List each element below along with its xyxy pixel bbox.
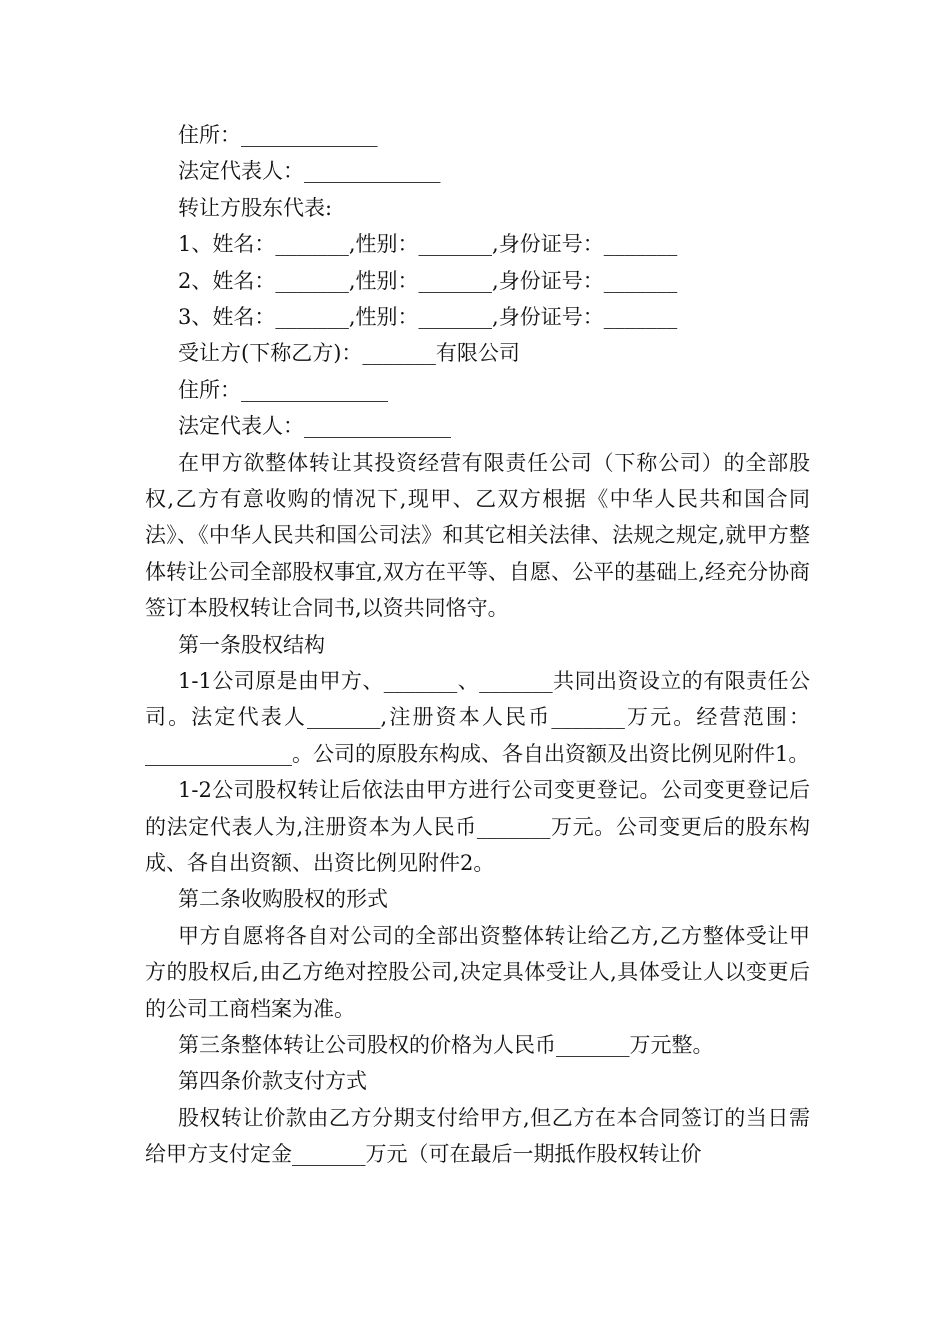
article-4-heading: 第四条价款支付方式 [178, 1069, 367, 1094]
transferor-shareholders-heading: 转让方股东代表: [178, 195, 333, 220]
clause-1-2-paragraph: 1-2公司股权转让后依法由甲方进行公司变更登记。公司变更登记后的法定代表人为,注册资本为人民币_______万元。公司变更后的股东构成、各自出资额、出资比例见附件2。 [145, 778, 810, 875]
article-1-heading: 第一条股权结构 [178, 632, 325, 657]
article-2-heading: 第二条收购股权的形式 [178, 887, 388, 912]
article-4-paragraph: 股权转让价款由乙方分期支付给甲方,但乙方在本合同签订的当日需给甲方支付定金_______万元（可在最后一期抵作股权转让价 [145, 1105, 810, 1167]
party-a-address-line: 住所：_____________ [178, 123, 378, 147]
clause-1-1-paragraph: 1-1公司原是由甲方、_______、_______共同出资设立的有限责任公司。法定代表人_______,注册资本人民币_______万元。经营范围：______________。公司的原股东构成、各自出资额及出资比例见附件1。 [145, 668, 810, 766]
transferee-line: 受让方(下称乙方)：_______有限公司 [178, 341, 520, 366]
preamble-paragraph: 在甲方欲整体转让其投资经营有限责任公司（下称公司）的全部股权,乙方有意收购的情况下,现甲、乙双方根据《中华人民共和国合同法》、《中华人民共和国公司法》和其它相关法律、法规之规定,就甲方整体转让公司全部股权事宜,双方在平等、自愿、公平的基础上,经充分协商签订本股权转让合同书,以资共同恪守。 [145, 450, 810, 621]
shareholder-3-line: 3、姓名：_______,性别：_______,身份证号：_______ [178, 304, 678, 329]
party-b-legal-rep-line: 法定代表人：______________ [178, 414, 451, 439]
article-3-paragraph: 第三条整体转让公司股权的价格为人民币_______万元整。 [178, 1033, 714, 1058]
shareholder-1-line: 1、姓名：_______,性别：_______,身份证号：_______ [178, 232, 678, 257]
party-b-address-line: 住所：______________ [178, 377, 388, 402]
shareholder-2-line: 2、姓名：_______,性别：_______,身份证号：_______ [178, 268, 678, 293]
document-body [145, 117, 810, 1173]
party-a-legal-rep-line: 法定代表人：_____________ [178, 159, 441, 184]
article-2-paragraph: 甲方自愿将各自对公司的全部出资整体转让给乙方,乙方整体受让甲方的股权后,由乙方绝对控股公司,决定具体受让人,具体受让人以变更后的公司工商档案为准。 [145, 923, 810, 1021]
